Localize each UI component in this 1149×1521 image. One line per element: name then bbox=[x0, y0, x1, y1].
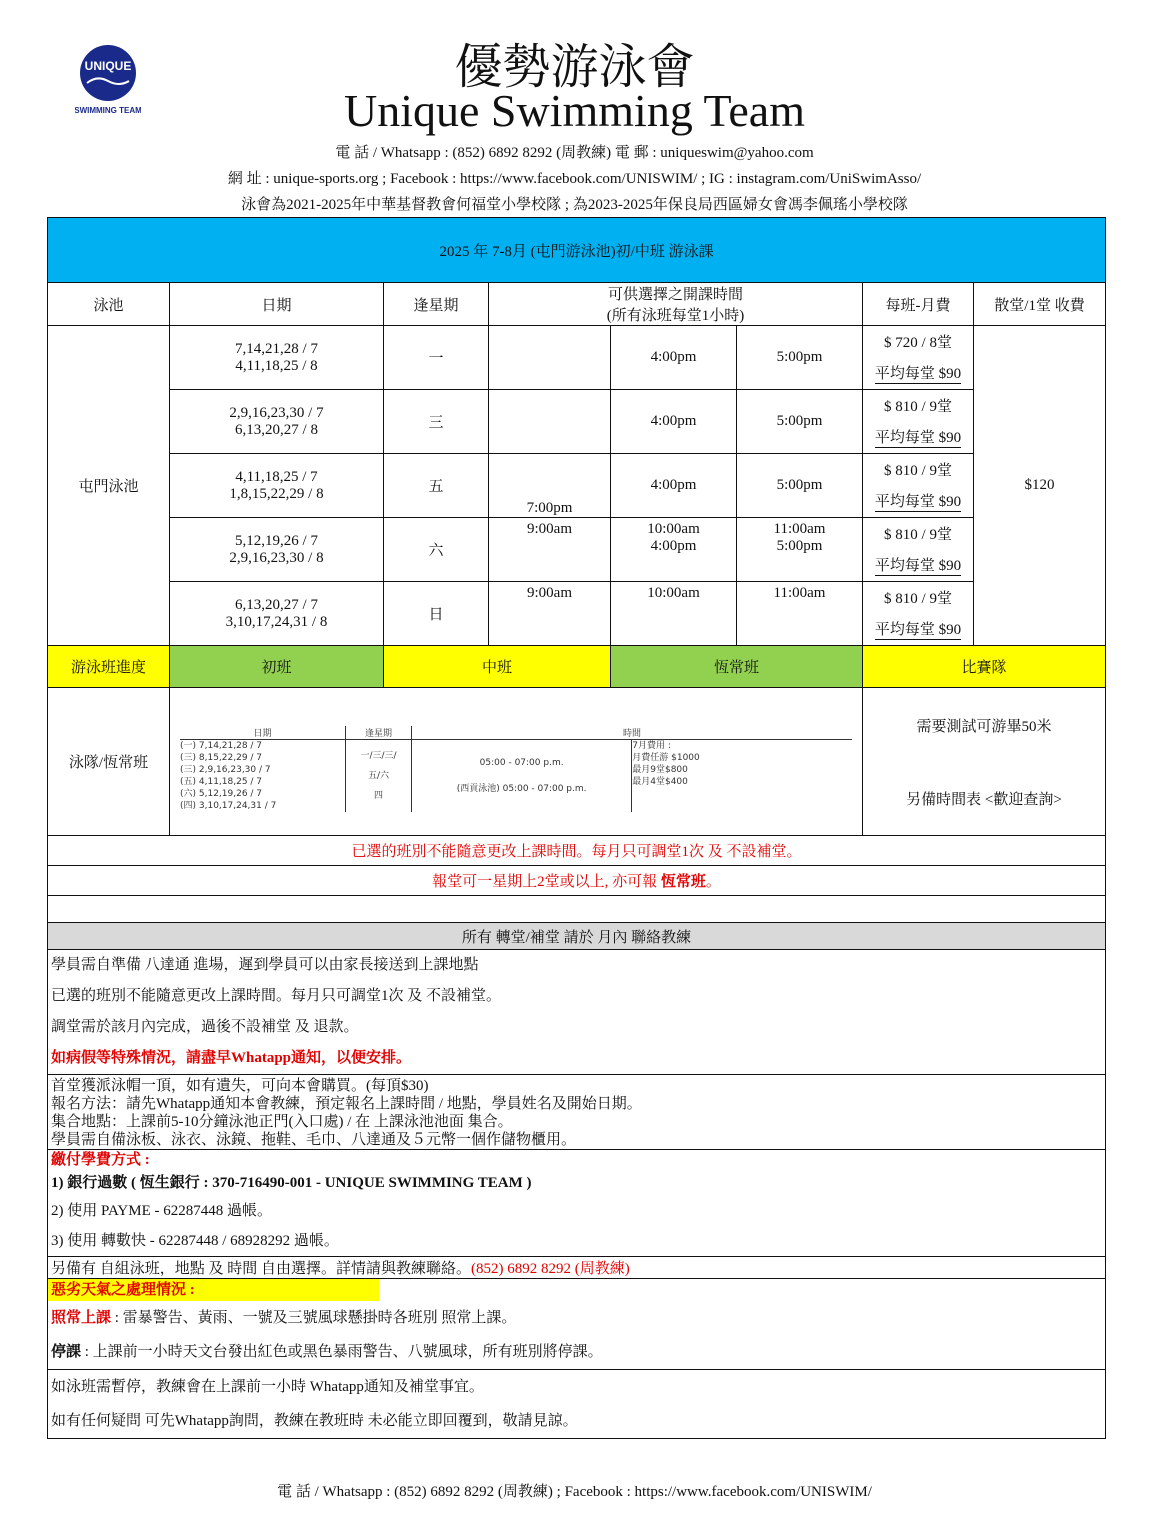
team-req-text: 需要測試可游畢50米 bbox=[916, 718, 1052, 735]
date-july: 5,12,19,26 / 7 bbox=[235, 532, 318, 549]
payment-fps: 3) 使用 轉數快 - 62287448 / 68928292 過帳。 bbox=[51, 1233, 339, 1249]
info-line: 報名方法：請先Whatapp通知本會教練，預定報名上課時間 / 地點，學員姓名及開始日期。 bbox=[51, 1096, 642, 1112]
schedule-weekday: 六 bbox=[384, 518, 489, 582]
mini-head-day: 逢星期 bbox=[346, 726, 412, 740]
fee-amount: $ 810 / 9堂 bbox=[884, 463, 952, 479]
time-slot bbox=[489, 326, 611, 390]
closing-line: 如有任何疑問 可先Whatapp詢問，教練在教班時 未必能立即回覆到，敬請見諒。 bbox=[51, 1413, 578, 1429]
date-august: 2,9,16,23,30 / 8 bbox=[229, 549, 324, 566]
notice-no-change: 已選的班別不能隨意更改上課時間。每月只可調堂1次 及 不設補堂。 bbox=[48, 836, 1106, 866]
time-slot bbox=[489, 390, 611, 454]
mini-time: 05:00 - 07:00 p.m. bbox=[479, 757, 564, 768]
team-alt-text: 另備時間表 <歡迎查詢> bbox=[906, 791, 1062, 808]
fee-amount: $ 810 / 9堂 bbox=[884, 399, 952, 415]
schedule-weekday: 一 bbox=[384, 326, 489, 390]
time-slot bbox=[489, 518, 611, 582]
rule-line: 已選的班別不能隨意更改上課時間。每月只可調堂1次 及 不設補堂。 bbox=[51, 988, 502, 1004]
logo-text: UNIQUE bbox=[84, 59, 132, 73]
title-chinese: 優勢游泳會 bbox=[454, 41, 695, 94]
info-line: 集合地點：上課前5-10分鐘泳池正門(入口處) / 在 上課泳池池面 集合。 bbox=[51, 1114, 513, 1130]
fee-average: 平均每堂 $90 bbox=[875, 426, 961, 448]
date-july: 4,11,18,25 / 7 bbox=[235, 468, 318, 485]
schedule-weekday: 日 bbox=[384, 582, 489, 646]
header-time-line1: 可供選擇之開課時間 bbox=[607, 287, 743, 303]
header-date: 日期 bbox=[170, 283, 384, 326]
mini-day: 五/六 bbox=[367, 770, 390, 781]
mini-fee: 最月9堂$800 bbox=[632, 764, 688, 775]
notice-regular-class: 恆常班 bbox=[660, 874, 706, 890]
web-line: 網 址 : unique-sports.org ; Facebook : https://www.facebook.com/UNISWIM/ ; IG : instagram.com/UniSwimAsso/ bbox=[227, 171, 922, 187]
mini-time: (西貢泳池) 05:00 - 07:00 p.m. bbox=[456, 783, 587, 794]
fee-amount: $ 720 / 8堂 bbox=[884, 335, 952, 351]
sick-notice: 如病假等特殊情況，請盡早Whatapp通知，以便安排。 bbox=[51, 1050, 412, 1066]
school-line: 泳會為2021-2025年中華基督教會何福堂小學校隊 ; 為2023-2025年保良局西區婦女會馮李佩瑤小學校隊 bbox=[241, 197, 908, 213]
date-july: 2,9,16,23,30 / 7 bbox=[229, 404, 324, 421]
weather-stop-text: : 上課前一小時天文台發出紅色或黑色暴雨警告、八號風球，所有班別將停課。 bbox=[81, 1344, 603, 1360]
mini-date: (三) 2,9,16,23,30 / 7 bbox=[180, 764, 271, 775]
rules-block bbox=[48, 950, 1106, 1075]
fee-average: 平均每堂 $90 bbox=[875, 554, 961, 576]
schedule-dates bbox=[170, 454, 384, 518]
time-slot: 11:00am bbox=[737, 582, 863, 646]
date-august: 4,11,18,25 / 8 bbox=[235, 357, 318, 374]
schedule-dates bbox=[170, 390, 384, 454]
weather-title: 惡劣天氣之處理情況 : bbox=[48, 1279, 379, 1301]
logo-subtext: SWIMMING TEAM bbox=[75, 106, 141, 115]
header-fee: 每班-月費 bbox=[863, 283, 974, 326]
level-beginner: 初班 bbox=[170, 646, 384, 688]
footer-contact: 電 話 / Whatsapp : (852) 6892 8292 (周教練) ; Facebook : https://www.facebook.com/UNISWIM/ bbox=[277, 1484, 872, 1500]
time-slot: 10:00am bbox=[611, 582, 737, 646]
mini-date: (三) 8,15,22,29 / 7 bbox=[180, 752, 263, 763]
fee-amount: $ 810 / 9堂 bbox=[884, 591, 952, 607]
time-afternoon: 5:00pm bbox=[776, 538, 823, 554]
weather-normal-text: : 雷暴警告、黃雨、一號及三號風球懸掛時各班別 照常上課。 bbox=[111, 1310, 517, 1326]
closing-block bbox=[48, 1370, 1106, 1439]
mini-times bbox=[412, 739, 632, 812]
monthly-fee bbox=[863, 518, 974, 582]
info-line: 首堂獲派泳帽一頂，如有遺失，可向本會購買。(每頂$30) bbox=[51, 1078, 429, 1094]
monthly-fee bbox=[863, 390, 974, 454]
schedule-dates bbox=[170, 582, 384, 646]
rule-line: 學員需自準備 八達通 進場，遲到學員可以由家長接送到上課地點 bbox=[51, 957, 479, 973]
header-time-line2: (所有泳班每堂1小時) bbox=[606, 308, 745, 324]
time-slot: 9:00am bbox=[489, 582, 611, 646]
mini-dates bbox=[180, 739, 346, 812]
header-pool: 泳池 bbox=[48, 283, 170, 326]
monthly-fee bbox=[863, 326, 974, 390]
time-slot: 5:00pm bbox=[737, 390, 863, 454]
mini-head-time: 時間 bbox=[412, 726, 853, 740]
mini-date: (一) 7,14,21,28 / 7 bbox=[180, 740, 263, 751]
time-morning: 11:00am bbox=[773, 521, 826, 537]
level-label: 游泳班進度 bbox=[48, 646, 170, 688]
time-slot-extra: 7:00pm bbox=[489, 454, 611, 518]
course-banner: 2025 年 7-8月 (屯門游泳池)初/中班 游泳課 bbox=[48, 218, 1106, 283]
fee-average: 平均每堂 $90 bbox=[875, 618, 961, 640]
date-july: 6,13,20,27 / 7 bbox=[235, 596, 318, 613]
schedule-dates bbox=[170, 326, 384, 390]
weather-block bbox=[48, 1279, 1106, 1370]
schedule-sheet bbox=[47, 217, 1105, 1439]
closing-line: 如泳班需暫停，教練會在上課前一小時 Whatapp通知及補堂事宜。 bbox=[51, 1379, 484, 1395]
payment-title: 繳付學費方式 : bbox=[51, 1152, 150, 1168]
header-weekday: 逢星期 bbox=[384, 283, 489, 326]
schedule-weekday: 三 bbox=[384, 390, 489, 454]
time-slot: 5:00pm bbox=[737, 326, 863, 390]
time-slot: 4:00pm bbox=[611, 326, 737, 390]
time-slot bbox=[611, 518, 737, 582]
date-august: 6,13,20,27 / 8 bbox=[235, 421, 318, 438]
date-august: 1,8,15,22,29 / 8 bbox=[229, 485, 324, 502]
schedule-weekday: 五 bbox=[384, 454, 489, 518]
schedule-dates bbox=[170, 518, 384, 582]
time-slot: 5:00pm bbox=[737, 454, 863, 518]
payment-bank: 1) 銀行過數 ( 恆生銀行 : 370-716490-001 - UNIQUE SWIMMING TEAM ) bbox=[51, 1175, 532, 1191]
payment-payme: 2) 使用 PAYME - 62287448 過帳。 bbox=[51, 1203, 272, 1219]
date-august: 3,10,17,24,31 / 8 bbox=[225, 613, 328, 630]
level-competition: 比賽隊 bbox=[863, 646, 1106, 688]
notice-multiple-end: 。 bbox=[705, 874, 721, 890]
notice-multiple bbox=[48, 866, 1106, 896]
mini-date: (五) 4,11,18,25 / 7 bbox=[180, 776, 263, 787]
blank-row bbox=[48, 896, 1106, 923]
mini-fee: 7月費用 : bbox=[632, 740, 671, 751]
time-morning: 9:00am bbox=[527, 521, 572, 537]
single-lesson-fee: $120 bbox=[974, 326, 1106, 646]
info-line: 學員需自備泳板、泳衣、泳鏡、拖鞋、毛巾、八達通及５元幣一個作儲物櫃用。 bbox=[51, 1132, 577, 1148]
contact-line: 電 話 / Whatsapp : (852) 6892 8292 (周教練) 電 郵 : uniqueswim@yahoo.com bbox=[335, 145, 814, 161]
weather-normal-label: 照常上課 bbox=[51, 1310, 112, 1326]
level-regular: 恆常班 bbox=[611, 646, 863, 688]
fee-average: 平均每堂 $90 bbox=[875, 490, 961, 512]
monthly-fee bbox=[863, 454, 974, 518]
weather-stop-label: 停課 bbox=[51, 1344, 82, 1360]
mini-day: 一/三/三/ bbox=[360, 750, 397, 761]
mini-fee: 最月4堂$400 bbox=[632, 776, 688, 787]
fee-amount: $ 810 / 9堂 bbox=[884, 527, 952, 543]
time-morning: 10:00am bbox=[647, 521, 700, 537]
header-single-fee: 散堂/1堂 收費 bbox=[974, 283, 1106, 326]
pool-name: 屯門泳池 bbox=[48, 326, 170, 646]
self-group-phone: (852) 6892 8292 (周教練) bbox=[471, 1261, 630, 1277]
mini-fee: 月費任游 $1000 bbox=[632, 752, 700, 763]
mini-days bbox=[346, 739, 412, 812]
mini-date: (六) 5,12,19,26 / 7 bbox=[180, 788, 263, 799]
mini-date: (四) 3,10,17,24,31 / 7 bbox=[180, 800, 277, 811]
self-group bbox=[48, 1257, 1106, 1279]
rule-line: 調堂需於該月內完成，過後不設補堂 及 退款。 bbox=[51, 1019, 359, 1035]
self-group-text: 另備有 自組泳班，地點 及 時間 自由選擇。詳情請與教練聯絡。 bbox=[51, 1261, 472, 1277]
team-requirement bbox=[863, 688, 1106, 836]
grey-bar: 所有 轉堂/補堂 請於 月內 聯絡教練 bbox=[48, 923, 1106, 950]
time-slot: 4:00pm bbox=[611, 390, 737, 454]
payment-block bbox=[48, 1150, 1106, 1257]
mini-fees bbox=[632, 739, 852, 812]
time-afternoon: 4:00pm bbox=[650, 538, 697, 554]
info-block bbox=[48, 1075, 1106, 1150]
team-label: 泳隊/恆常班 bbox=[48, 688, 170, 836]
header-time bbox=[489, 283, 863, 326]
notice-multiple-text: 報堂可一星期上2堂或以上, 亦可報 bbox=[432, 874, 661, 890]
mini-day: 四 bbox=[373, 790, 383, 801]
team-mini-schedule bbox=[170, 688, 863, 836]
fee-average: 平均每堂 $90 bbox=[875, 362, 961, 384]
title-english: Unique Swimming Team bbox=[343, 85, 805, 136]
mini-head-date: 日期 bbox=[180, 726, 346, 740]
level-intermediate: 中班 bbox=[384, 646, 611, 688]
mini-table bbox=[180, 726, 852, 812]
time-slot: 4:00pm bbox=[611, 454, 737, 518]
monthly-fee bbox=[863, 582, 974, 646]
time-slot bbox=[737, 518, 863, 582]
date-july: 7,14,21,28 / 7 bbox=[235, 340, 318, 357]
